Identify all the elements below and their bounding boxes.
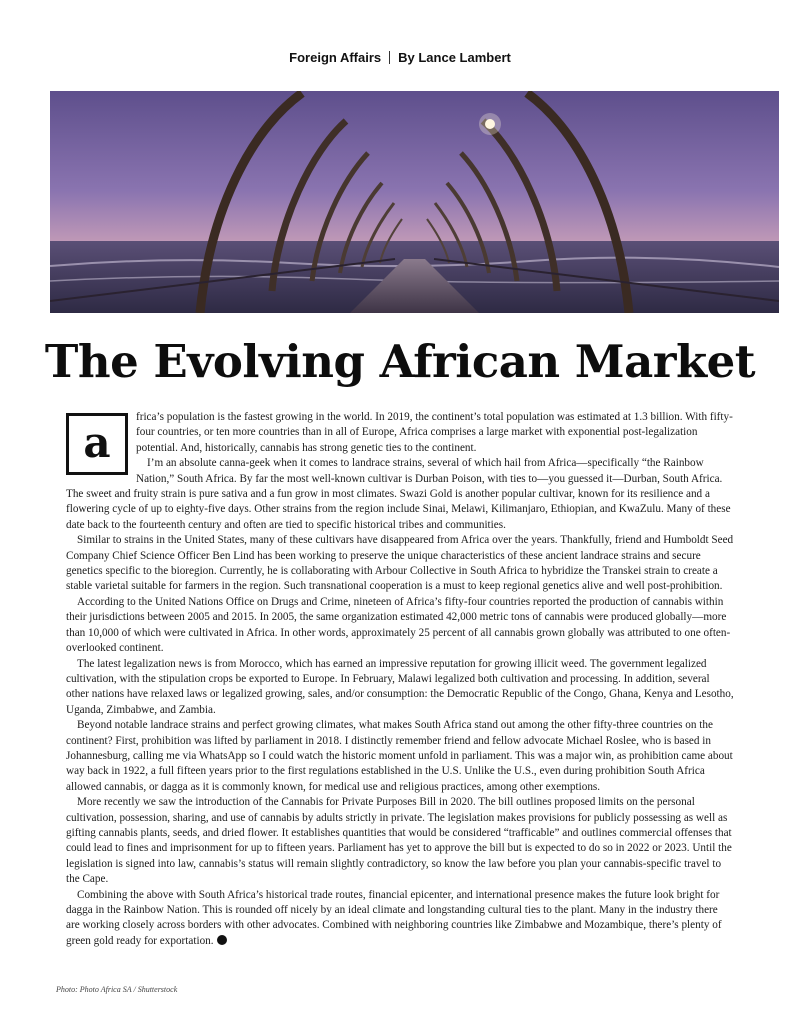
section-name: Foreign Affairs [289, 50, 382, 65]
paragraph: According to the United Nations Office on Drugs and Crime, nineteen of Africa’s fifty-four countries reported the production of cannabis within their jurisdictions between 2005 and 2015. In 2005, the same organization estimated 42,000 metric tons of cannabis were produced globally—more than 10,000 of which were cultivated in Africa. In other words, approximately 25 percent of all cannabis grown globally was attributed to one often-overlooked continent. [66, 595, 731, 655]
article-body [66, 410, 734, 949]
paragraph: Similar to strains in the United States, many of these cultivars have disappeared from Africa over the years. Thankfully, friend and Humboldt Seed Company Chief Science Officer Ben Lind has been working to preserve the unique characteristics of these ancient landrace strains and secure genetics specific to the bioregion. Currently, he is collaborating with Arbour Collective in South Africa to hybridize the Transkei strain to create a stable varietal suitable for farmers in the region. Such transnational cooperation is a must to keep regional genetics alive and well post-prohibition. [66, 534, 734, 593]
drop-cap: a [66, 413, 128, 475]
article-title: The Evolving African Market [44, 335, 756, 388]
paragraph: The latest legalization news is from Morocco, which has earned an impressive reputation for growing illicit weed. The government legalized cultivation, with the stipulation crops be exported to Europe. In February, Malawi legalized both cultivation and processing. In addition, several other nations have relaxed laws or legalized growing, sales, and/or consumption: the Democratic Republic of the Congo, Ghana, Kenya and Lesotho, Uganda, Zimbabwe, and Zambia. [66, 657, 734, 716]
paragraph: I’m an absolute canna-geek when it comes to landrace strains, several of which hail from Africa—specifically “the Rainbow Nation,” South Africa. By far the most well-known cultivar is Durban Poison, with ties to—you guessed it—Durban, South Africa. The sweet and fruity strain is pure sativa and a fun grow in most climates. Swazi Gold is another popular cultivar, known for its resilience and a flowering cycle of up to eighty-five days. Other strains from the region include Sinai, Melawi, Kilimanjaro, Ethiopian, and KwaZulu. Many of these date back to the fourteenth century and often are tied to specific historical tribes and communities. [66, 457, 731, 531]
hero-photo [50, 91, 779, 313]
byline: By Lance Lambert [398, 50, 511, 65]
paragraph: More recently we saw the introduction of the Cannabis for Private Purposes Bill in 2020. The bill outlines proposed limits on the personal cultivation, possession, sharing, and use of cannabis by adults strictly in private. The legislation makes provisions for publicly possessing as well as gifting cannabis plants, seeds, and dried flower. It establishes quantities that would be considered “trafficable” and outlines commercial offenses that could lead to fines and imprisonment for up to fifteen years. Parliament has yet to approve the bill but is expected to do so in 2022 or 2023. Until the legislation is signed into law, cannabis’s status will remain slightly contradictory, so know the law before you plan your cannabis-specific travel to the Cape. [66, 796, 732, 886]
paragraph: Combining the above with South Africa’s historical trade routes, financial epicenter, and international presence makes the future look bright for dagga in the Rainbow Nation. This is rounded off nicely by an ideal climate and longstanding cultural ties to the plant. Many in the industry there are working closely across borders with other advocates. Combined with neighboring countries like Zimbabwe and Mozambique, there’s plenty of green gold ready for exportation. [66, 888, 722, 947]
header-divider [389, 51, 390, 64]
section-header [0, 50, 800, 65]
end-mark-icon [217, 935, 227, 945]
paragraph: a frica’s population is the fastest growing in the world. In 2019, the continent’s total population was estimated at 1.3 billion. With fifty-four countries, or ten more countries than in all of Europe, Africa comprises a large market with exponential post-legalization potential. And, historically, cannabis has strong genetic ties to the continent. [66, 410, 734, 456]
photo-credit: Photo: Photo Africa SA / Shutterstock [56, 985, 178, 994]
paragraph: Beyond notable landrace strains and perfect growing climates, what makes South Africa stand out among the other fifty-three countries on the continent? First, prohibition was lifted by parliament in 2018. I distinctly remember friend and fellow advocate Michael Roslee, who is based in Johannesburg, calling me via WhatsApp so I could watch the historic moment unfold in parliament. This was a major win, as prohibition came about way back in 1922, a full fifteen years prior to the first regulations established in the U.S. Unlike the U.S., even during prohibition South Africa allowed cannabis, or dagga as it is commonly known, for medical use and religious practices, among other exemptions. [66, 719, 733, 793]
